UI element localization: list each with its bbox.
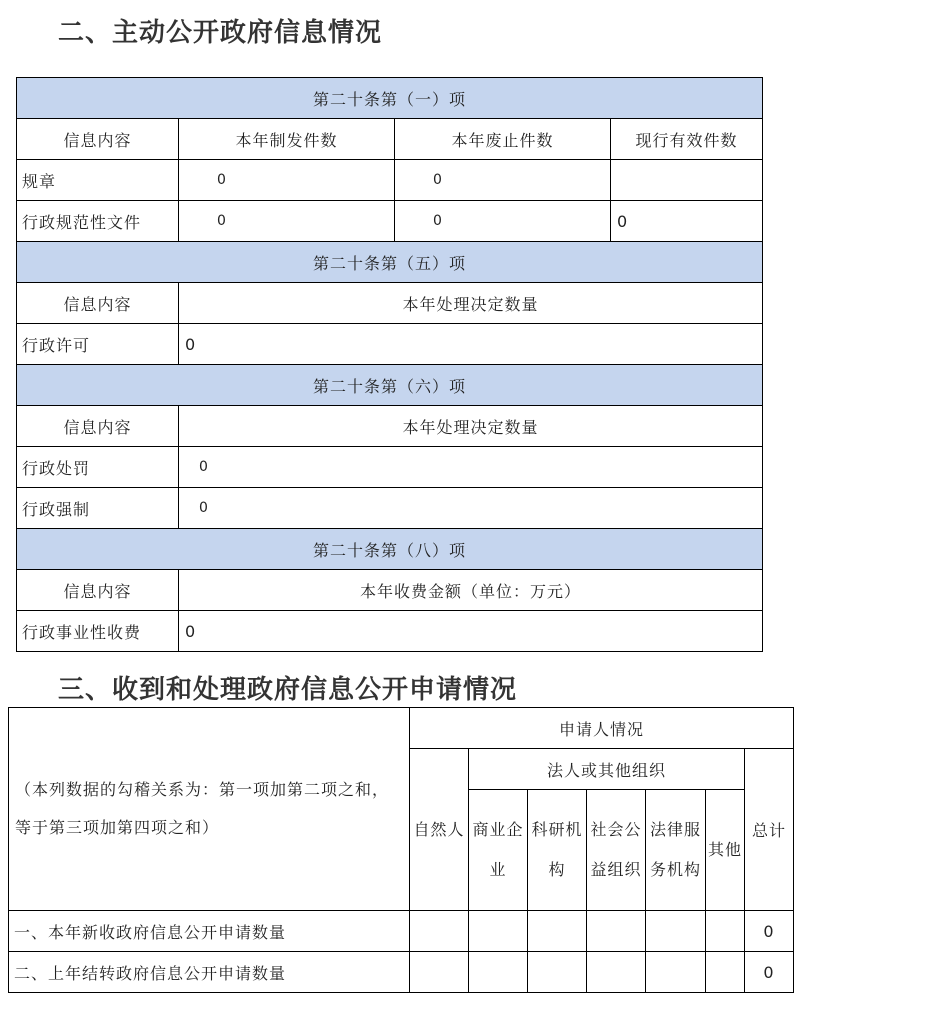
applicant-header: 申请人情况 <box>410 708 794 749</box>
org-type-research: 科研机构 <box>528 790 587 911</box>
col-header-decisions: 本年处理决定数量 <box>179 283 763 324</box>
issued-value: 0 <box>179 201 395 242</box>
total-header: 总计 <box>745 749 794 911</box>
block1-header: 第二十条第（一）项 <box>17 78 763 119</box>
table-row <box>17 488 763 529</box>
table-row <box>17 242 763 283</box>
proactive-disclosure-table <box>16 77 763 652</box>
row-label: 行政强制 <box>17 488 179 529</box>
empty-cell <box>587 952 646 993</box>
col-header-info: 信息内容 <box>17 406 179 447</box>
col-header-info: 信息内容 <box>17 119 179 160</box>
table-row <box>17 283 763 324</box>
empty-cell <box>528 952 587 993</box>
total-value: 0 <box>745 911 794 952</box>
section-title-proactive-disclosure: 二、主动公开政府信息情况 <box>58 18 383 48</box>
empty-cell <box>706 952 745 993</box>
empty-cell <box>469 952 528 993</box>
natural-person-header: 自然人 <box>410 749 469 911</box>
section-title-requests: 三、收到和处理政府信息公开申请情况 <box>58 675 518 705</box>
row-label: 行政规范性文件 <box>17 201 179 242</box>
table-row <box>17 160 763 201</box>
col-header-info: 信息内容 <box>17 283 179 324</box>
col-header-fee-amount: 本年收费金额（单位：万元） <box>179 570 763 611</box>
relationship-note: （本列数据的勾稽关系为：第一项加第二项之和，等于第三项加第四项之和） <box>9 708 410 911</box>
col-header-abolished: 本年废止件数 <box>395 119 611 160</box>
abolished-value: 0 <box>395 201 611 242</box>
table-row <box>17 324 763 365</box>
empty-cell <box>646 911 706 952</box>
table-row <box>17 611 763 652</box>
table-row <box>9 708 794 749</box>
table-row <box>9 911 794 952</box>
decision-value: 0 <box>179 324 763 365</box>
empty-cell <box>469 911 528 952</box>
valid-value: 0 <box>611 201 763 242</box>
decision-value: 0 <box>179 447 763 488</box>
empty-cell <box>706 911 745 952</box>
block8-header: 第二十条第（八）项 <box>17 529 763 570</box>
table-row <box>9 952 794 993</box>
col-header-decisions: 本年处理决定数量 <box>179 406 763 447</box>
table-row <box>17 78 763 119</box>
row-label: 行政许可 <box>17 324 179 365</box>
table-row <box>17 570 763 611</box>
table-row <box>17 406 763 447</box>
issued-value: 0 <box>179 160 395 201</box>
empty-cell <box>587 911 646 952</box>
col-header-issued: 本年制发件数 <box>179 119 395 160</box>
table-row <box>17 529 763 570</box>
valid-value <box>611 160 763 201</box>
decision-value: 0 <box>179 488 763 529</box>
row-label: 规章 <box>17 160 179 201</box>
row-label: 行政事业性收费 <box>17 611 179 652</box>
org-type-public-welfare: 社会公益组织 <box>587 790 646 911</box>
row-label: 一、本年新收政府信息公开申请数量 <box>9 911 410 952</box>
row-label: 行政处罚 <box>17 447 179 488</box>
table-row <box>17 201 763 242</box>
empty-cell <box>528 911 587 952</box>
table-row <box>17 365 763 406</box>
table-row <box>17 447 763 488</box>
abolished-value: 0 <box>395 160 611 201</box>
table-row <box>17 119 763 160</box>
org-type-commercial: 商业企业 <box>469 790 528 911</box>
col-header-valid: 现行有效件数 <box>611 119 763 160</box>
block5-header: 第二十条第（五）项 <box>17 242 763 283</box>
row-label: 二、上年结转政府信息公开申请数量 <box>9 952 410 993</box>
col-header-info: 信息内容 <box>17 570 179 611</box>
block6-header: 第二十条第（六）项 <box>17 365 763 406</box>
total-value: 0 <box>745 952 794 993</box>
fee-value: 0 <box>179 611 763 652</box>
org-type-legal-service: 法律服务机构 <box>646 790 706 911</box>
empty-cell <box>410 952 469 993</box>
disclosure-requests-table <box>8 707 794 993</box>
org-type-other: 其他 <box>706 790 745 911</box>
legal-org-header: 法人或其他组织 <box>469 749 745 790</box>
empty-cell <box>410 911 469 952</box>
empty-cell <box>646 952 706 993</box>
